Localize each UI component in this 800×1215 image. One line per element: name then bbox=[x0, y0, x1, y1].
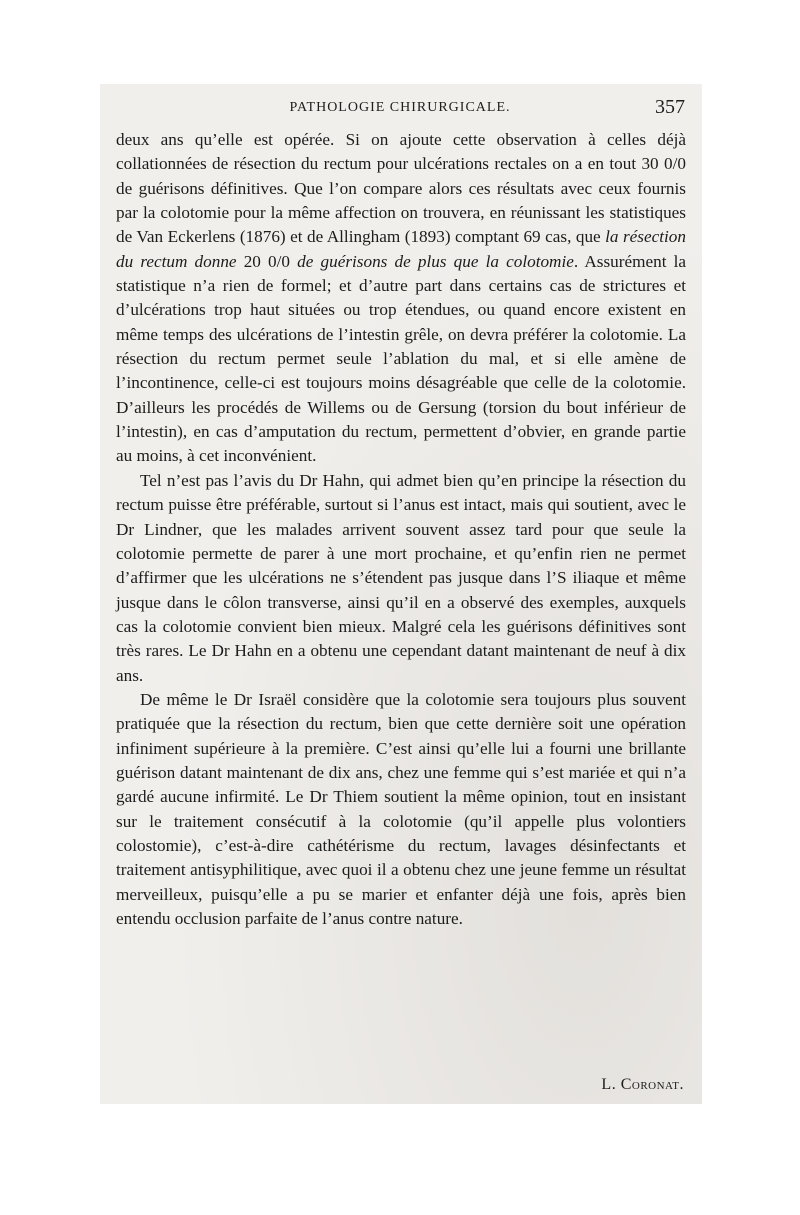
running-title: PATHOLOGIE CHIRURGICALE. bbox=[289, 100, 511, 115]
paragraph-1 bbox=[116, 128, 686, 469]
paragraph-1-emphasis-2: de guérisons de plus que la colotomie bbox=[297, 251, 574, 271]
paragraph-1-emphasis: la résection du rectum donne bbox=[116, 227, 686, 271]
paragraph-1-tail: . Assurément la statistique n’a rien de formel; et d’autre part dans certains cas de strictures et d’ulcérations trop haut situées ou trop étendues, ou quand encore existent en même temps des ulcérations de l’intestin grêle, on devra préférer la colotomie. La résection du rectum permet seule l’ablation du mal, et si elle amène de l’incontinence, celle-ci est toujours moins désagréable que celle de la colotomie. D’ailleurs les procédés de Willems ou de Gersung (torsion du bout inférieur de l’intestin), en cas d’amputation du rectum, permettent d’obvier, en grande partie au moins, à cet inconvénient. bbox=[116, 251, 687, 466]
paragraph-1-mid: 20 0/0 bbox=[236, 251, 298, 271]
paragraph-1-text: deux ans qu’elle est opérée. Si on ajoute cette observation à celles déjà collationnées de résection du rectum pour ulcérations rectales on a en tout 30 0/0 de guérisons définitives. Que l’on compare alors ces résultats avec ceux fournis par la colotomie pour la même affection on trouvera, en réunissant les statistiques de Van Eckerlens (1876) et de Allingham (1893) comptant 69 cas, que bbox=[116, 130, 686, 247]
author-initial: L. bbox=[601, 1076, 621, 1093]
body-text bbox=[116, 128, 686, 931]
paragraph-3: De même le Dr Israël considère que la colotomie sera toujours plus souvent pratiquée que la résection du rectum, bien que cette dernière soit une opération infiniment supérieure à la première. C’est ainsi qu’elle lui a fourni une brillante guérison datant maintenant de dix ans, chez une femme qui s’est mariée et qui n’a gardé aucune infirmité. Le Dr Thiem soutient la même opinion, tout en insistant sur le traitement consécutif à la colotomie (qu’il appelle plus volontiers colostomie), c’est-à-dire cathétérisme du rectum, lavages désinfectants et traitement antisyphilitique, avec quoi il a obtenu chez une jeune femme un résultat merveilleux, puisqu’elle a pu se marier et enfanter déjà une fois, après bien entendu occlusion parfaite de l’anus contre nature. bbox=[116, 689, 686, 928]
author-signature bbox=[601, 1076, 684, 1094]
author-name: Coronat. bbox=[620, 1076, 684, 1093]
paragraph-2: Tel n’est pas l’avis du Dr Hahn, qui admet bien qu’en principe la résection du rectum puisse être préférable, surtout si l’anus est intact, mais qui soutient, avec le Dr Lindner, que les malades arrivent souvent assez tard pour que seule la colotomie permette de parer à une mort prochaine, et qu’enfin rien ne permet d’affirmer que les ulcérations ne s’étendent pas jusque dans l’S iliaque et même jusque dans le côlon transverse, ainsi qu’il en a observé des exemples, auxquels cas la colotomie convient bien mieux. Malgré cela les guérisons définitives sont très rares. Le Dr Hahn en a obtenu une cependant datant maintenant de neuf à dix ans. bbox=[116, 470, 686, 685]
running-header bbox=[115, 98, 685, 122]
page-number: 357 bbox=[655, 96, 685, 118]
